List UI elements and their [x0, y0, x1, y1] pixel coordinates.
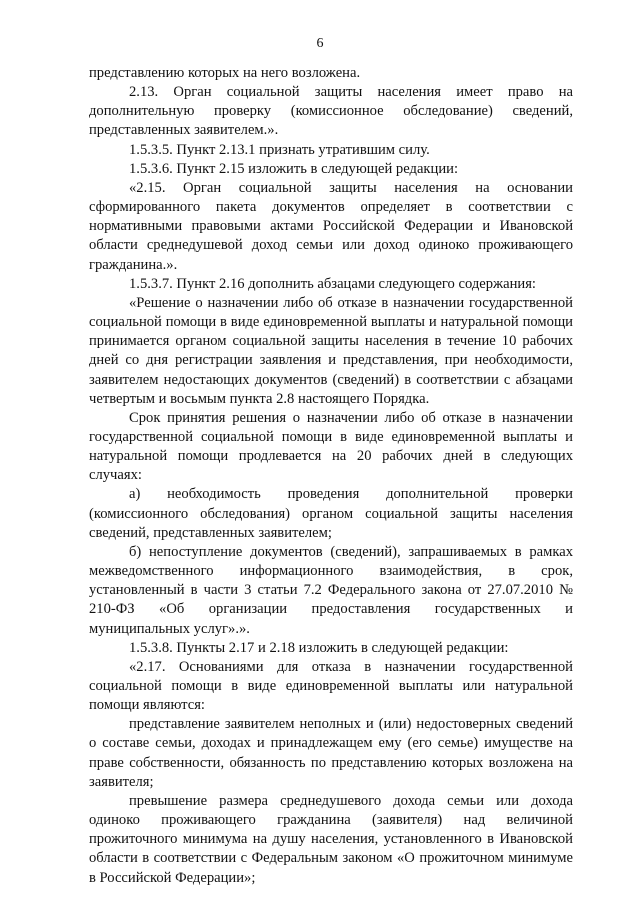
paragraph-1-5-3-8: 1.5.3.8. Пункты 2.17 и 2.18 изложить в следующей редакции: [129, 639, 509, 656]
paragraph-2-17-quote: «2.17. Основаниями для отказа в назначении государственной социальной помощи в виде единовременной выплаты или натуральной помощи являются: [89, 658, 573, 714]
paragraph-2-15-quote: «2.15. Орган социальной защиты населения на основании сформированного пакета документов определяет в соответствии с нормативными правовыми актами Российской Федерации и Ивановской области среднедушевой доход семьи или доход одиноко проживающего гражданина.». [89, 179, 573, 273]
paragraph-ground-incomplete-info: представление заявителем неполных и (или) недостоверных сведений о составе семьи, доходах и принадлежащем ему (его семье) имуществе на праве собственности, обязанность по представлению которых возложена на заявителя; [89, 716, 573, 790]
paragraph-continuation: представлению которых на него возложена. [89, 65, 361, 81]
paragraph-2-13: 2.13. Орган социальной защиты населения имеет право на дополнительную проверку (комиссионное обследование) сведений, представленных заявителем.». [89, 84, 573, 139]
paragraph-ground-income-excess: превышение размера среднедушевого дохода семьи или дохода одиноко проживающего гражданина (заявителя) над величиной прожиточного минимума на душу населения, установленного в Ивановской области в соответствии с Федеральным законом «О прожиточном минимуме в Российской Федерации»; [89, 792, 573, 886]
paragraph-1-5-3-5: 1.5.3.5. Пункт 2.13.1 признать утратившим силу. [129, 141, 430, 158]
paragraph-case-b: б) непоступление документов (сведений), запрашиваемых в рамках межведомственного информационного взаимодействия, в срок, установленный в части 3 статьи 7.2 Федерального закона от 27.07.2010 № 210-ФЗ «Об организации предоставления государственных и муниципальных услуг».». [89, 543, 573, 637]
paragraph-1-5-3-6: 1.5.3.6. Пункт 2.15 изложить в следующей редакции: [129, 160, 458, 177]
paragraph-extension-term: Срок принятия решения о назначении либо об отказе в назначении государственной социальной помощи в виде единовременной выплаты и натуральной помощи продлевается на 20 рабочих дней в следующих случаях: [89, 409, 573, 484]
paragraph-1-5-3-7: 1.5.3.7. Пункт 2.16 дополнить абзацами следующего содержания: [129, 275, 536, 292]
document-body [89, 64, 573, 888]
paragraph-case-a: а) необходимость проведения дополнительной проверки (комиссионного обследования) органом социальной защиты населения сведений, представленных заявителем; [89, 486, 573, 541]
page-number: 6 [316, 36, 324, 51]
paragraph-decision-term: «Решение о назначении либо об отказе в назначении государственной социальной помощи в виде единовременной выплаты и натуральной помощи принимается органом социальной защиты населения в течение 10 рабочих дней со дня регистрации заявления и представления, при необходимости, заявителем недостающих документов (сведений) в соответствии с абзацами четвертым и восьмым пункта 2.8 настоящего Порядка. [89, 294, 573, 407]
